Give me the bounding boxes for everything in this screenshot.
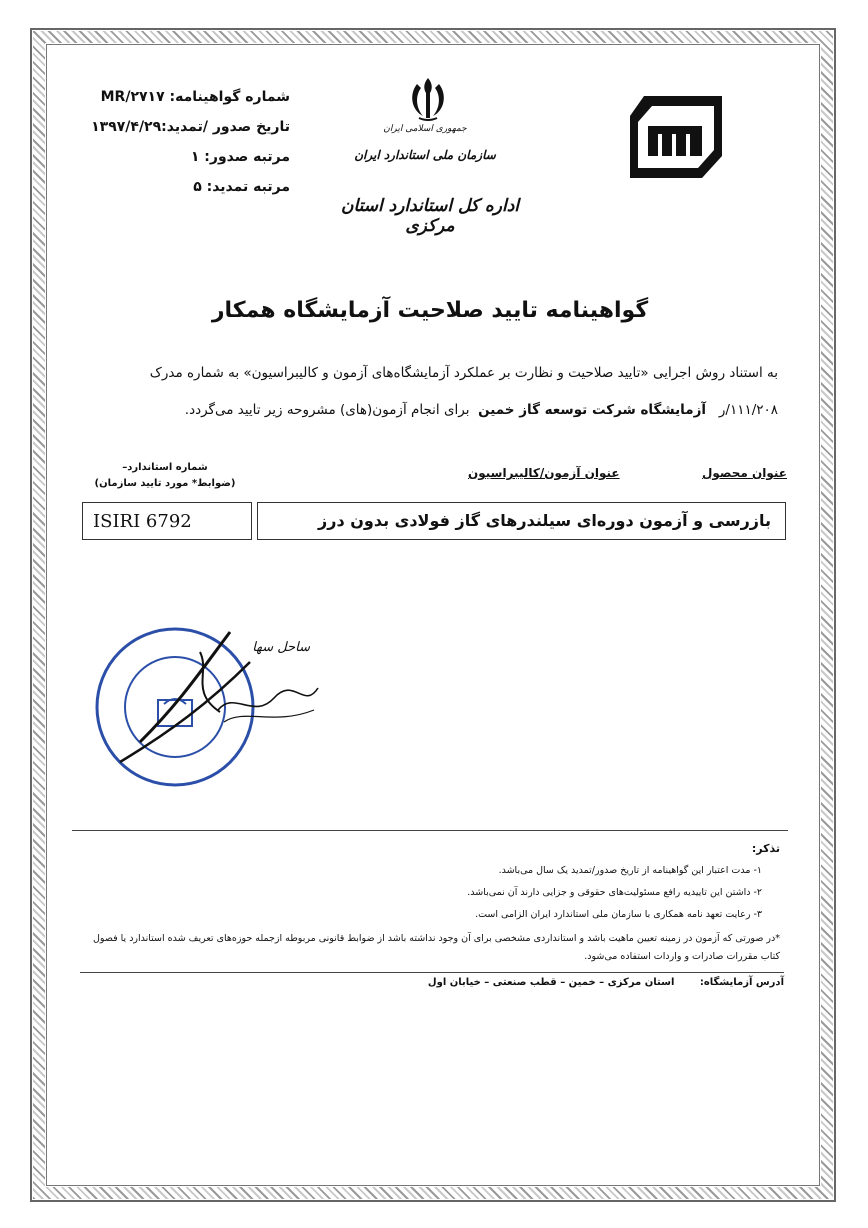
standard-box <box>82 502 252 540</box>
body-line-1: به استناد روش اجرایی «تایید صلاحیت و نظارت بر عملکرد آزمایشگاه‌های آزمون و کالیبراسیون» به شماره مدرک <box>149 365 778 381</box>
certificate-meta <box>80 82 290 202</box>
republic-label: جمهوری اسلامی ایران <box>383 124 467 134</box>
lab-name: آزمایشگاه شرکت توسعه گاز خمین <box>478 402 706 418</box>
province-office-label: اداره کل استاندارد استان مرکزی <box>340 196 520 236</box>
renewal-rank: مرتبه تمدید: ۵ <box>193 179 290 195</box>
notes-heading: تذکر: <box>751 842 780 855</box>
test-box <box>257 502 786 540</box>
certificate-title: گواهینامه تایید صلاحیت آزمایشگاه همکار <box>211 298 649 323</box>
body-suffix: برای انجام آزمون(های) مشروحه زیر تایید می‌گردد. <box>184 402 470 418</box>
certificate-number: شماره گواهینامه: MR/۲۷۱۷ <box>100 89 290 105</box>
iran-emblem-icon <box>405 74 451 124</box>
note-item-3: ۳- رعایت تعهد نامه همکاری با سازمان ملی استاندارد ایران الزامی است. <box>475 909 762 920</box>
certificate-body <box>78 355 778 429</box>
col-standard-header <box>90 460 240 492</box>
national-org-label: سازمان ملی استاندارد ایران <box>354 148 496 162</box>
address-value: استان مرکزی – خمین – قطب صنعتی – خیابان اول <box>427 977 675 988</box>
col-product-header: عنوان محصول <box>702 466 787 480</box>
notes-separator <box>72 830 788 831</box>
col-standard-line-1: شماره استاندارد– <box>122 462 208 473</box>
isiri-logo <box>622 92 730 182</box>
issue-rank: مرتبه صدور: ۱ <box>190 149 290 165</box>
lab-address <box>80 972 784 988</box>
notes-section <box>80 838 780 966</box>
issue-date: تاریخ صدور /تمدید:۱۳۹۷/۴/۲۹ <box>91 119 290 135</box>
body-line-2 <box>78 392 778 429</box>
col-standard-line-2: (ضوابط* مورد تایید سازمان) <box>94 478 236 489</box>
note-item-2: ۲- داشتن این تاییدیه رافع مسئولیت‌های حقوقی و جزایی دارند آن نمی‌باشد. <box>467 887 762 898</box>
signer-name: ساحل سها <box>252 640 310 655</box>
signer-role-handwritten <box>214 670 324 730</box>
note-star: *در صورتی که آزمون در زمینه تعیین ماهیت باشد و استانداردی مشخصی برای آن وجود نداشته باشد از ضوابط قانونی مربوطه ازجمله حوزه‌های تعریف شده استاندارد یا فصول کتاب مقررات صادرات و واردات استفاده می‌شود. <box>93 933 780 962</box>
address-label: آدرس آزمایشگاه: <box>699 977 784 988</box>
note-item-1: ۱- مدت اعتبار این گواهینامه از تاریخ صدور/تمدید یک سال می‌باشد. <box>498 865 762 876</box>
document-number: ۱۱۱/۲۰۸/ر <box>718 402 778 418</box>
col-test-header: عنوان آزمون/کالیبراسیون <box>468 466 620 480</box>
test-value: بازرسی و آزمون دوره‌ای سیلندرهای گاز فولادی بدون درز <box>318 511 771 530</box>
standard-value: ISIRI 6792 <box>93 511 192 532</box>
